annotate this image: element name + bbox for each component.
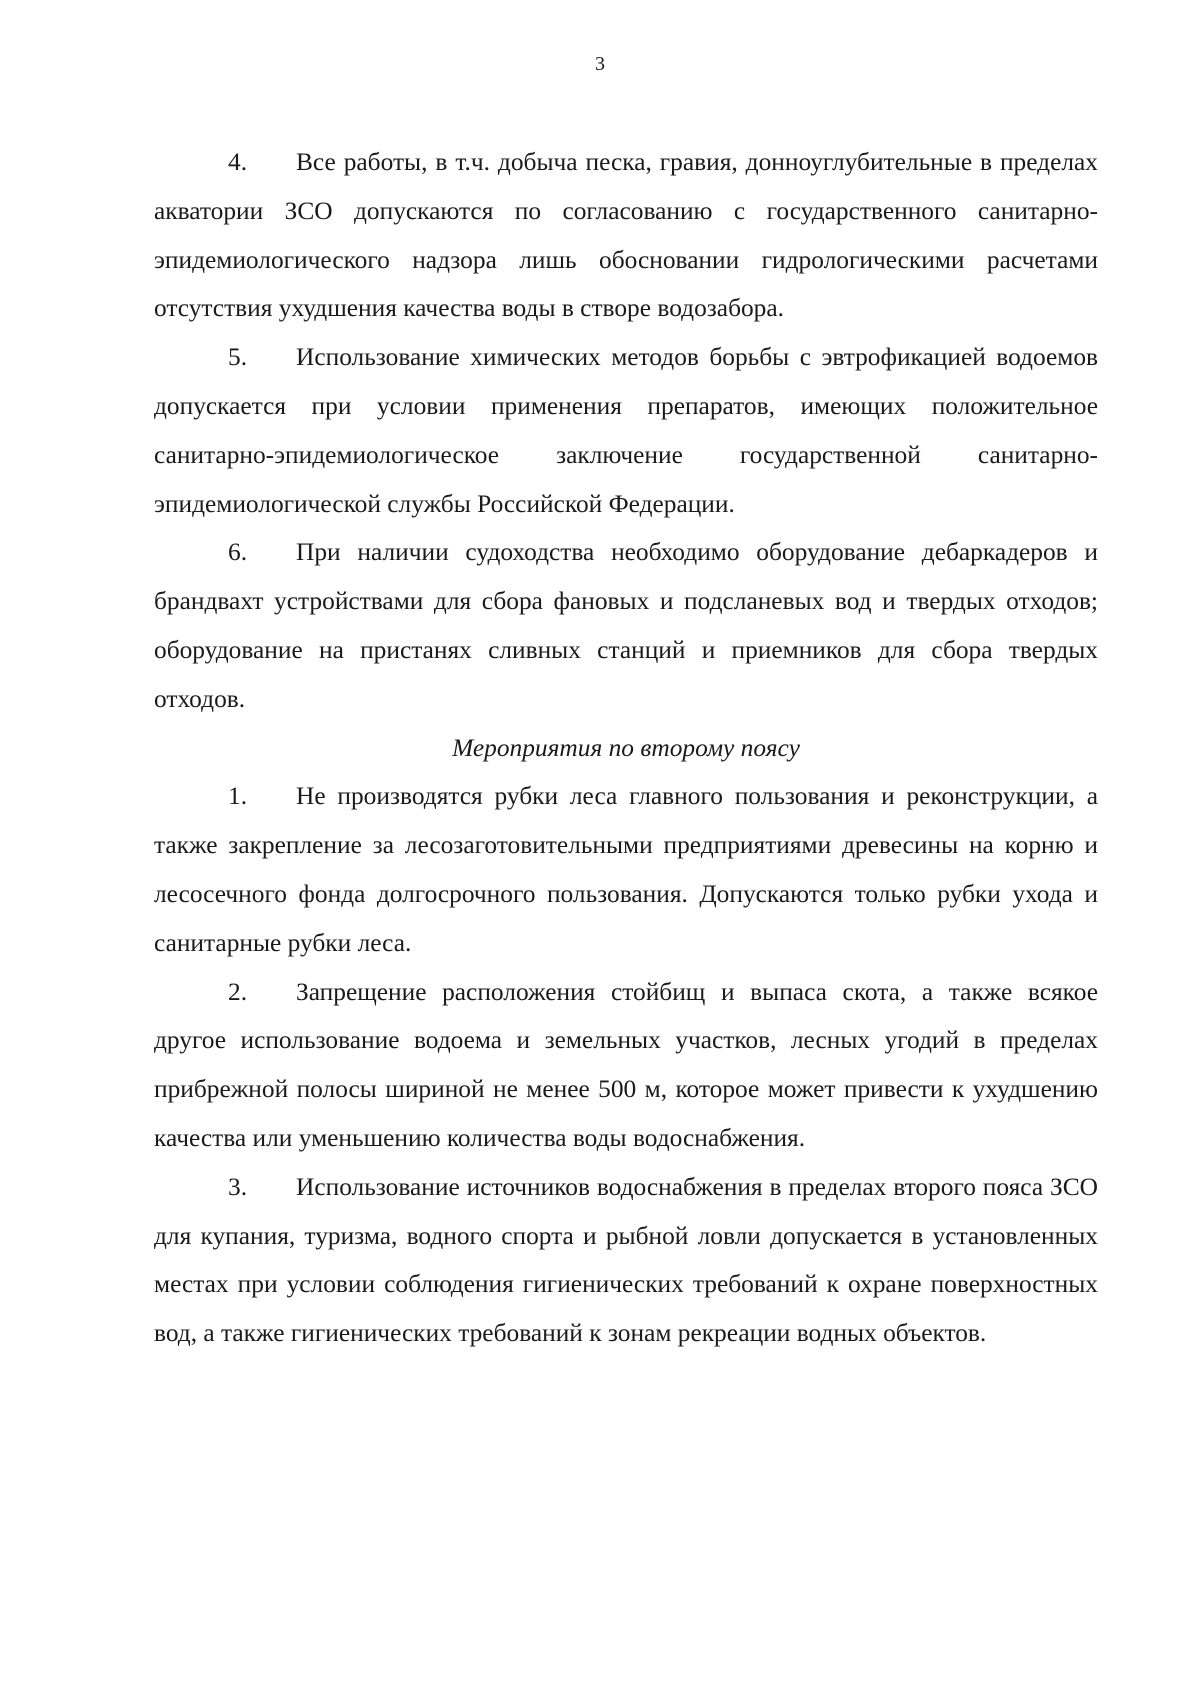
item-text: Использование химических методов борьбы с эвтрофикацией водоемов допускается при условии применения препаратов, имеющих положительное санитарно-эпидемиологическое заключение государственной санитарно-эпидемиологической службы Российской Федерации. (154, 343, 1098, 518)
list-item-3 (154, 1163, 1098, 1358)
list-item-2 (154, 968, 1098, 1163)
list-item-6 (154, 528, 1098, 723)
item-number: 4. (228, 148, 248, 176)
page-number: 3 (595, 53, 605, 75)
list-item-1 (154, 772, 1098, 967)
item-text: Не производятся рубки леса главного пользования и реконструкции, а также закрепление за лесозаготовительными предприятиями древесины на корню и лесосечного фонда долгосрочного пользования. Допускаются только рубки ухода и санитарные рубки леса. (154, 782, 1098, 957)
item-text: Все работы, в т.ч. добыча песка, гравия, донноуглубительные в пределах акватории ЗСО допускаются по согласованию с государственного санитарно-эпидемиологического надзора лишь обосновании гидрологическими расчетами отсутствия ухудшения качества воды в створе водозабора. (154, 148, 1098, 323)
item-number: 5. (228, 343, 248, 372)
item-number: 3. (228, 1172, 248, 1201)
item-number: 2. (228, 977, 248, 1006)
item-text: Использование источников водоснабжения в пределах второго пояса ЗСО для купания, туризма, водного спорта и рыбной ловли допускается в установленных местах при условии соблюдения гигиенических требований к охране поверхностных вод, а также гигиенических требований к зонам рекреации водных объектов. (154, 1172, 1098, 1348)
document-body (154, 138, 1098, 1358)
item-number: 6. (228, 538, 248, 567)
list-item-4 (154, 138, 1098, 333)
item-text: При наличии судоходства необходимо оборудование дебаркадеров и брандвахт устройствами для сбора фановых и подсланевых вод и твердых отходов; оборудование на пристанях сливных станций и приемников для сбора твердых отходов. (154, 538, 1098, 713)
item-number: 1. (228, 782, 248, 811)
item-text: Запрещение расположения стойбищ и выпаса скота, а также всякое другое использование водоема и земельных участков, лесных угодий в пределах прибрежной полосы шириной не менее 500 м, которое может привести к ухудшению качества или уменьшению количества воды водоснабжения. (154, 977, 1098, 1152)
list-item-5 (154, 333, 1098, 528)
section-heading: Мероприятия по второму поясу (452, 733, 800, 762)
